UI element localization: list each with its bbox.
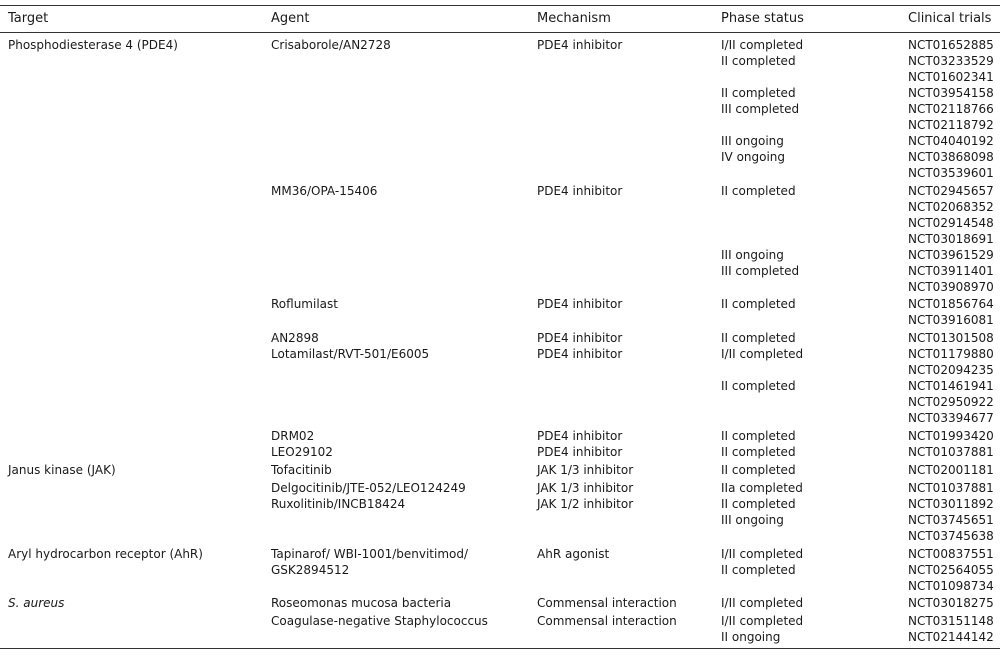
phase-status-cell: IIa completed	[721, 481, 803, 495]
clinical-trial-cell: NCT03539601	[908, 166, 994, 180]
agent-cell: LEO29102	[271, 445, 333, 459]
clinical-trial-cell: NCT01602341	[908, 70, 994, 84]
clinical-trial-cell: NCT03011892	[908, 497, 994, 511]
header-rule	[0, 32, 1000, 33]
clinical-trial-cell: NCT03151148	[908, 614, 994, 628]
clinical-trial-cell: NCT01179880	[908, 347, 994, 361]
phase-status-cell: IV ongoing	[721, 150, 786, 164]
phase-status-cell: II completed	[721, 563, 796, 577]
phase-status-cell: II completed	[721, 497, 796, 511]
clinical-trial-cell: NCT02094235	[908, 363, 994, 377]
clinical-trial-cell: NCT01301508	[908, 331, 994, 345]
mechanism-cell: PDE4 inhibitor	[537, 38, 623, 52]
agent-cell: GSK2894512	[271, 563, 350, 577]
agent-cell: MM36/OPA-15406	[271, 184, 378, 198]
agent-cell: Delgocitinib/JTE-052/LEO124249	[271, 481, 466, 495]
agent-cell: Lotamilast/RVT-501/E6005	[271, 347, 430, 361]
clinical-trial-cell: NCT03911401	[908, 264, 994, 278]
mechanism-cell: JAK 1/2 inhibitor	[537, 497, 634, 511]
clinical-trial-cell: NCT03745651	[908, 513, 994, 527]
target-cell: S. aureus	[8, 596, 65, 610]
header-phase-status: Phase status	[721, 11, 804, 26]
mechanism-cell: JAK 1/3 inhibitor	[537, 481, 634, 495]
clinical-trial-cell: NCT00837551	[908, 547, 994, 561]
agent-cell: Tofacitinib	[271, 463, 332, 477]
clinical-trial-cell: NCT01037881	[908, 481, 994, 495]
mechanism-cell: PDE4 inhibitor	[537, 297, 623, 311]
phase-status-cell: I/II completed	[721, 547, 804, 561]
phase-status-cell: II completed	[721, 54, 796, 68]
agent-cell: Ruxolitinib/INCB18424	[271, 497, 406, 511]
phase-status-cell: III completed	[721, 102, 800, 116]
header-target: Target	[8, 11, 49, 26]
header-clinical-trials: Clinical trials	[908, 11, 992, 26]
clinical-trial-cell: NCT03868098	[908, 150, 994, 164]
phase-status-cell: II ongoing	[721, 630, 781, 644]
mechanism-cell: Commensal interaction	[537, 614, 677, 628]
clinical-trial-cell: NCT01993420	[908, 429, 994, 443]
phase-status-cell: II completed	[721, 297, 796, 311]
clinical-trial-cell: NCT02950922	[908, 395, 994, 409]
phase-status-cell: II completed	[721, 86, 796, 100]
clinical-trial-cell: NCT03745638	[908, 529, 994, 543]
phase-status-cell: III completed	[721, 264, 800, 278]
phase-status-cell: I/II completed	[721, 614, 804, 628]
mechanism-cell: PDE4 inhibitor	[537, 445, 623, 459]
clinical-trial-cell: NCT03954158	[908, 86, 994, 100]
target-cell: Phosphodiesterase 4 (PDE4)	[8, 38, 178, 52]
clinical-trial-cell: NCT03916081	[908, 313, 994, 327]
phase-status-cell: I/II completed	[721, 596, 804, 610]
phase-status-cell: III ongoing	[721, 134, 784, 148]
clinical-trial-cell: NCT03018691	[908, 232, 994, 246]
phase-status-cell: II completed	[721, 331, 796, 345]
mechanism-cell: Commensal interaction	[537, 596, 677, 610]
header-agent: Agent	[271, 11, 310, 26]
clinical-trial-cell: NCT02001181	[908, 463, 994, 477]
agent-cell: Roflumilast	[271, 297, 338, 311]
bottom-rule	[0, 648, 1000, 649]
clinical-trial-cell: NCT01037881	[908, 445, 994, 459]
target-cell: Janus kinase (JAK)	[8, 463, 116, 477]
clinical-trial-cell: NCT02118792	[908, 118, 994, 132]
clinical-trial-cell: NCT03908970	[908, 280, 994, 294]
agent-cell: DRM02	[271, 429, 315, 443]
target-cell: Aryl hydrocarbon receptor (AhR)	[8, 547, 203, 561]
clinical-trial-cell: NCT02564055	[908, 563, 994, 577]
mechanism-cell: AhR agonist	[537, 547, 610, 561]
clinical-trial-cell: NCT02118766	[908, 102, 994, 116]
phase-status-cell: I/II completed	[721, 347, 804, 361]
agent-cell: Coagulase-negative Staphylococcus	[271, 614, 488, 628]
agent-cell: Roseomonas mucosa bacteria	[271, 596, 452, 610]
phase-status-cell: II completed	[721, 184, 796, 198]
top-rule	[0, 5, 1000, 6]
mechanism-cell: JAK 1/3 inhibitor	[537, 463, 634, 477]
header-mechanism: Mechanism	[537, 11, 611, 26]
clinical-trial-cell: NCT01461941	[908, 379, 994, 393]
clinical-trial-cell: NCT01652885	[908, 38, 994, 52]
clinical-trial-cell: NCT03394677	[908, 411, 994, 425]
phase-status-cell: I/II completed	[721, 38, 804, 52]
phase-status-cell: III ongoing	[721, 513, 784, 527]
clinical-trial-cell: NCT01856764	[908, 297, 994, 311]
phase-status-cell: II completed	[721, 445, 796, 459]
mechanism-cell: PDE4 inhibitor	[537, 331, 623, 345]
clinical-trial-cell: NCT02144142	[908, 630, 994, 644]
clinical-trial-cell: NCT04040192	[908, 134, 994, 148]
phase-status-cell: II completed	[721, 429, 796, 443]
clinical-trial-cell: NCT02914548	[908, 216, 994, 230]
clinical-trial-cell: NCT01098734	[908, 579, 994, 593]
agent-cell: AN2898	[271, 331, 319, 345]
phase-status-cell: II completed	[721, 379, 796, 393]
mechanism-cell: PDE4 inhibitor	[537, 184, 623, 198]
clinical-trial-cell: NCT03961529	[908, 248, 994, 262]
phase-status-cell: III ongoing	[721, 248, 784, 262]
mechanism-cell: PDE4 inhibitor	[537, 347, 623, 361]
clinical-trial-cell: NCT03233529	[908, 54, 994, 68]
clinical-trial-cell: NCT03018275	[908, 596, 994, 610]
agent-cell: Tapinarof/ WBI-1001/benvitimod/	[271, 547, 469, 561]
clinical-trial-cell: NCT02068352	[908, 200, 994, 214]
phase-status-cell: II completed	[721, 463, 796, 477]
agent-cell: Crisaborole/AN2728	[271, 38, 391, 52]
clinical-trial-cell: NCT02945657	[908, 184, 994, 198]
mechanism-cell: PDE4 inhibitor	[537, 429, 623, 443]
